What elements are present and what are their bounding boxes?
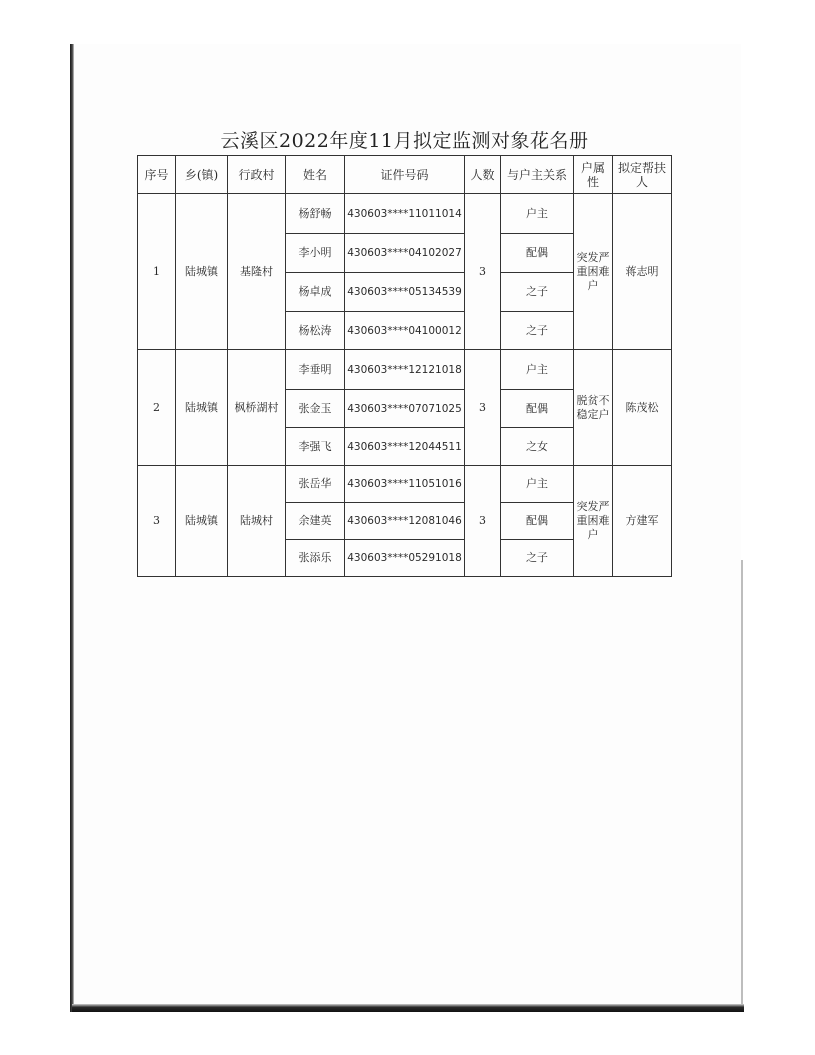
member-id-cell: 430603****11011014 [345, 194, 465, 234]
member-id-cell: 430603****04100012 [345, 312, 465, 350]
header-seq: 序号 [138, 156, 176, 194]
member-name-cell: 李小明 [286, 234, 345, 273]
member-name-cell: 杨舒畅 [286, 194, 345, 234]
helper-cell: 蒋志明 [613, 194, 672, 350]
table-row [138, 350, 672, 390]
town-cell: 陆城镇 [176, 350, 228, 466]
relation-cell: 户主 [501, 194, 574, 234]
header-attribute: 户属性 [574, 156, 613, 194]
header-name: 姓名 [286, 156, 345, 194]
seq-cell: 3 [138, 466, 176, 577]
seq-cell: 1 [138, 194, 176, 350]
member-name-cell: 李强飞 [286, 428, 345, 466]
helper-cell: 方建军 [613, 466, 672, 577]
attribute-cell: 突发严重困难户 [574, 466, 613, 577]
relation-cell: 之子 [501, 312, 574, 350]
member-id-cell: 430603****11051016 [345, 466, 465, 503]
helper-cell: 陈茂松 [613, 350, 672, 466]
header-village: 行政村 [228, 156, 286, 194]
relation-cell: 配偶 [501, 503, 574, 540]
attribute-cell: 突发严重困难户 [574, 194, 613, 350]
member-name-cell: 杨卓成 [286, 273, 345, 312]
town-cell: 陆城镇 [176, 466, 228, 577]
member-name-cell: 张岳华 [286, 466, 345, 503]
count-cell: 3 [465, 350, 501, 466]
scan-bottom-edge [72, 1004, 744, 1012]
member-name-cell: 杨松涛 [286, 312, 345, 350]
scan-right-edge [741, 560, 743, 1010]
member-id-cell: 430603****04102027 [345, 234, 465, 273]
village-cell: 基隆村 [228, 194, 286, 350]
header-id: 证件号码 [345, 156, 465, 194]
seq-cell: 2 [138, 350, 176, 466]
count-cell: 3 [465, 194, 501, 350]
member-name-cell: 张添乐 [286, 540, 345, 577]
header-town: 乡(镇) [176, 156, 228, 194]
relation-cell: 配偶 [501, 390, 574, 428]
count-cell: 3 [465, 466, 501, 577]
relation-cell: 户主 [501, 350, 574, 390]
header-helper: 拟定帮扶人 [613, 156, 672, 194]
header-row [138, 156, 672, 194]
member-id-cell: 430603****05291018 [345, 540, 465, 577]
member-name-cell: 李垂明 [286, 350, 345, 390]
relation-cell: 配偶 [501, 234, 574, 273]
relation-cell: 户主 [501, 466, 574, 503]
village-cell: 陆城村 [228, 466, 286, 577]
town-cell: 陆城镇 [176, 194, 228, 350]
member-name-cell: 余建英 [286, 503, 345, 540]
relation-cell: 之子 [501, 273, 574, 312]
village-cell: 枫桥湖村 [228, 350, 286, 466]
header-count: 人数 [465, 156, 501, 194]
table-row [138, 194, 672, 234]
table-row [138, 466, 672, 503]
attribute-cell: 脱贫不稳定户 [574, 350, 613, 466]
header-relation: 与户主关系 [501, 156, 574, 194]
member-name-cell: 张金玉 [286, 390, 345, 428]
relation-cell: 之子 [501, 540, 574, 577]
member-id-cell: 430603****12044511 [345, 428, 465, 466]
member-id-cell: 430603****12121018 [345, 350, 465, 390]
member-id-cell: 430603****12081046 [345, 503, 465, 540]
document-title: 云溪区2022年度11月拟定监测对象花名册 [220, 130, 589, 152]
relation-cell: 之女 [501, 428, 574, 466]
roster-table [137, 155, 672, 577]
member-id-cell: 430603****07071025 [345, 390, 465, 428]
member-id-cell: 430603****05134539 [345, 273, 465, 312]
